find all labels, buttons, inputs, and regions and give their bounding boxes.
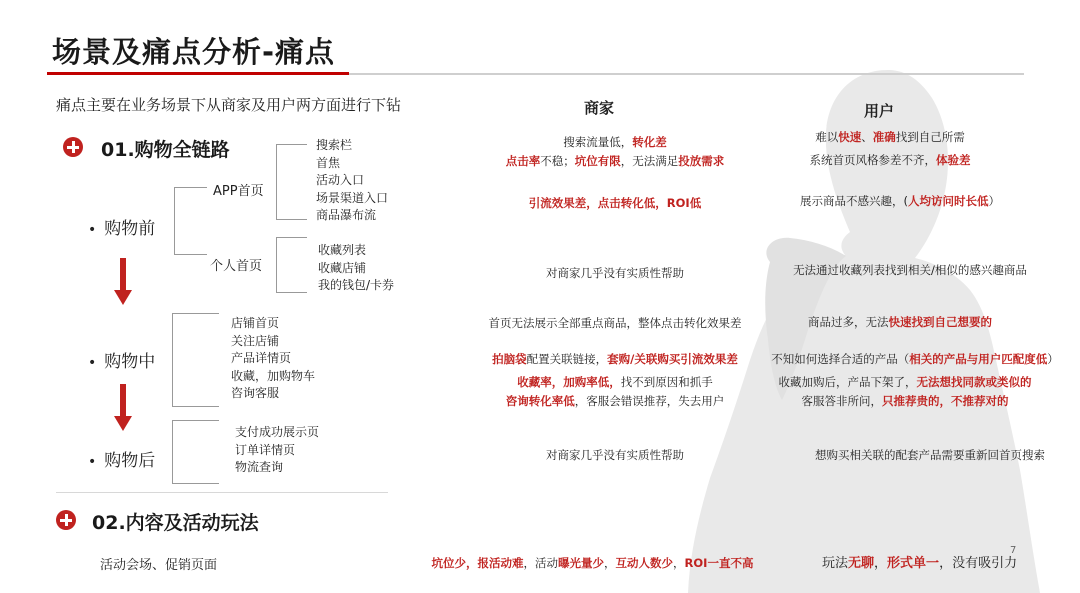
list-item: 场景渠道入口 [316,190,389,205]
list-item: 支付成功展示页 [235,425,320,439]
list-item: 活动入口 [316,173,365,188]
bracket [174,187,207,255]
plain-text: ，没有吸引力 [939,556,1018,571]
highlight-text: 点击率 [505,154,541,168]
highlight-text: 准确 [872,130,896,144]
plain-text: 商品过多，无法 [808,315,889,329]
page-title: 场景及痛点分析-痛点 [52,35,336,69]
section-divider [56,492,388,493]
user-pain [740,193,1060,209]
plain-text: 收藏加购后，产品下架了， [778,375,917,389]
list-item: 收藏，加购物车 [231,368,316,383]
title-underline [349,73,1024,75]
highlight-text: 坑位少，报活动难 [431,556,524,570]
section-title-shopping-chain: 01.购物全链路 [101,139,230,161]
highlight-text: 快速找到自己想要的 [888,315,992,329]
highlight-text: 快速 [838,130,862,144]
highlight-text: 收藏率，加购率低， [517,375,621,389]
highlight-text: 只推荐贵的，不推荐对的 [882,394,1009,408]
list-item: 咨询客服 [231,386,280,401]
user-pain [745,374,1065,390]
down-arrow-icon [113,258,133,306]
user-pain [750,262,1070,278]
plain-text: ，无法满足 [620,154,679,168]
plain-text: 找到自己所需 [895,130,965,144]
user-pain [740,314,1060,330]
stage-during-purchase: • 购物中 [88,352,156,372]
user-pain [730,152,1050,168]
item-list-after [235,424,319,477]
stage-label: 购物中 [104,352,156,372]
section-title-content-activity: 02.内容及活动玩法 [92,512,259,534]
highlight-text: 套购/关联购买引流效果差 [607,352,738,366]
plain-text: 对商家几乎没有实质性帮助 [546,448,684,462]
plain-text: ， [673,556,685,570]
merchant-pain [430,447,800,463]
group-label-app-home: APP首页 [213,184,264,199]
list-item: 订单详情页 [235,442,296,457]
highlight-text: 坑位有限 [574,154,621,168]
group-label-personal-home: 个人首页 [210,259,263,274]
plain-text: 系统首页风格参差不齐， [809,153,936,167]
user-pain [770,447,1080,463]
plain-text: ， [874,556,888,571]
page-number: 7 [1010,545,1017,556]
stage-before-purchase: • 购物前 [88,219,156,239]
plain-text: 玩法 [822,556,849,571]
item-list-personal-home [318,242,394,295]
list-item: 搜索栏 [316,138,353,152]
plus-icon [56,510,76,530]
stage-label: 购物前 [104,219,156,239]
highlight-text: 形式单一 [887,556,940,571]
list-item: 我的钱包/卡券 [318,278,395,293]
list-item: 收藏店铺 [318,260,367,275]
column-header-merchant: 商家 [584,99,615,117]
down-arrow-icon [113,384,133,432]
plain-text: ） [1047,352,1059,366]
highlight-text: 体验差 [936,153,971,167]
highlight-text: 曝光量少 [558,556,605,570]
plain-text: 难以 [815,130,839,144]
plain-text: 想购买相关联的配套产品需要重新回首页搜索 [815,448,1045,462]
list-item: 商品瀑布流 [316,208,377,223]
plain-text: ，活动 [523,556,559,570]
merchant-pain-activity [405,555,780,571]
highlight-text: 咨询转化率低 [505,394,575,408]
list-item: 物流查询 [235,460,284,475]
highlight-text: 无法想找同款或类似的 [916,375,1032,389]
plain-text: 不知如何选择合适的产品（ [771,352,910,366]
plus-icon [63,137,83,157]
list-item: 收藏列表 [318,243,367,257]
plain-text: 、 [861,130,873,144]
highlight-text: 拍脑袋 [492,352,527,366]
plain-text: 不稳； [540,154,575,168]
highlight-text: 无聊 [848,556,875,571]
item-list-during [231,315,315,403]
user-pain [750,351,1080,367]
stage-after-purchase: • 购物后 [88,451,156,471]
plain-text: 搜索流量低， [563,135,633,149]
page-subtitle: 痛点主要在业务场景下从商家及用户两方面进行下钻 [56,96,402,114]
plain-text: 找不到原因和抓手 [620,375,713,389]
plain-text: 首页无法展示全部重点商品，整体点击转化效果差 [488,316,742,330]
list-item: 产品详情页 [231,351,292,366]
list-item: 关注店铺 [231,333,280,348]
stage-label: 购物后 [104,451,156,471]
plain-text: ） [988,194,1000,208]
column-header-user: 用户 [864,102,895,120]
highlight-text: 投放需求 [678,154,725,168]
bracket [276,144,307,220]
item-list-app-home [316,137,388,225]
plain-text: ，客服会错误推荐，失去用户 [574,394,725,408]
title-underline-accent [47,72,349,75]
bracket [172,420,219,484]
highlight-text: 互动人数少 [615,556,674,570]
plain-text: 客服答非所问， [801,394,882,408]
bracket [172,313,219,407]
list-item: 店铺首页 [231,316,280,330]
highlight-text: 相关的产品与用户匹配度低 [909,352,1048,366]
merchant-pain [430,351,800,367]
plain-text: 展示商品不感兴趣，( [800,194,908,208]
activity-item: 活动会场、促销页面 [100,558,218,573]
highlight-text: 人均访问时长低 [908,194,989,208]
highlight-text: 转化差 [632,135,667,149]
plain-text: ， [604,556,616,570]
merchant-pain [430,265,800,281]
plain-text: 对商家几乎没有实质性帮助 [546,266,684,280]
list-item: 首焦 [316,155,341,170]
bracket [276,237,307,293]
user-pain [745,393,1065,409]
plain-text: 配置关联链接， [526,352,608,366]
user-pain [730,129,1050,145]
highlight-text: 引流效果差，点击转化低，ROI低 [528,196,702,210]
plain-text: 无法通过收藏列表找到相关/相似的感兴趣商品 [793,263,1027,277]
highlight-text: ROI一直不高 [684,556,754,570]
user-pain-activity [822,552,1022,571]
